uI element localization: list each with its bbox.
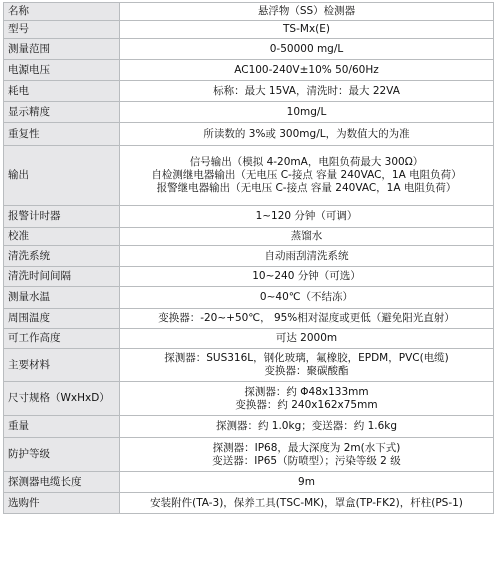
spec-value-line: 悬浮物（SS）检测器 [257, 5, 356, 17]
spec-label: 选购件 [4, 493, 120, 514]
spec-value [120, 309, 494, 329]
spec-label: 重量 [4, 416, 120, 438]
spec-row [4, 206, 494, 228]
spec-value [120, 206, 494, 228]
spec-value-line: 报警继电器输出（无电压 C-接点 容量 240VAC，1A 电阻负荷） [156, 182, 457, 194]
spec-row [4, 309, 494, 329]
spec-value-line: 标称：最大 15VA，清洗时：最大 22VA [213, 84, 400, 97]
spec-value [120, 493, 494, 514]
spec-value-line: 自动雨刮清洗系统 [264, 249, 349, 262]
spec-label: 周围温度 [4, 309, 120, 329]
spec-value [120, 3, 494, 21]
spec-row [4, 39, 494, 60]
spec-label: 测量水温 [4, 287, 120, 309]
spec-row [4, 102, 494, 123]
spec-label: 输出 [4, 146, 120, 206]
spec-label: 显示精度 [4, 102, 120, 123]
spec-value [120, 123, 494, 146]
spec-value [120, 81, 494, 102]
spec-label: 耗电 [4, 81, 120, 102]
spec-row [4, 21, 494, 39]
spec-row [4, 329, 494, 349]
spec-row [4, 416, 494, 438]
spec-row [4, 3, 494, 21]
spec-value-line: AC100-240V±10% 50/60Hz [234, 63, 379, 76]
spec-value-line: 探测器：IP68，最大深度为 2m(水下式) [212, 441, 401, 454]
spec-value-line: 变换器：-20~+50℃， 95%相对湿度或更低（避免阳光直射） [158, 312, 455, 324]
spec-value [120, 21, 494, 39]
spec-value-line: 0~40℃（不结冻） [259, 291, 354, 303]
spec-value [120, 287, 494, 309]
spec-row [4, 493, 494, 514]
spec-value [120, 416, 494, 438]
spec-value-line: 探测器：约 Φ48x133mm [244, 385, 369, 398]
spec-label: 可工作高度 [4, 329, 120, 349]
spec-value-line: 探测器：约 1.0kg；变送器：约 1.6kg [215, 420, 398, 432]
spec-value-line: 变送器：IP65（防喷型）；污染等级 2 级 [212, 454, 401, 467]
spec-row [4, 472, 494, 493]
spec-table [3, 2, 494, 514]
spec-value-line: 信号输出（模拟 4-20mA，电阻负荷最大 300Ω） [189, 156, 424, 168]
spec-value [120, 228, 494, 246]
spec-row [4, 228, 494, 246]
spec-label: 清洗时间间隔 [4, 267, 120, 287]
spec-value [120, 146, 494, 206]
spec-label: 报警计时器 [4, 206, 120, 228]
spec-label: 尺寸规格（WxHxD） [4, 382, 120, 416]
spec-value-line: 探测器：SUS316L，钢化玻璃，氟橡胶，EPDM，PVC(电缆) [164, 352, 449, 364]
spec-value-line: 9m [298, 475, 315, 488]
spec-label: 电源电压 [4, 60, 120, 81]
spec-row [4, 438, 494, 472]
spec-row [4, 287, 494, 309]
spec-value-line: 蒸馏水 [290, 230, 323, 242]
spec-value [120, 382, 494, 416]
spec-value [120, 246, 494, 267]
spec-label: 型号 [4, 21, 120, 39]
spec-value [120, 60, 494, 81]
spec-value-line: 安装附件(TA-3)，保养工具(TSC-MK)，罩盒(TP-FK2)，杆柱(PS-1) [150, 496, 463, 509]
spec-value [120, 267, 494, 287]
spec-row [4, 267, 494, 287]
spec-value-line: 变换器：约 240x162x75mm [235, 398, 378, 411]
spec-value-line: TS-Mx(E) [283, 23, 330, 35]
spec-label: 重复性 [4, 123, 120, 146]
spec-value [120, 102, 494, 123]
spec-label: 名称 [4, 3, 120, 21]
spec-row [4, 382, 494, 416]
spec-row [4, 60, 494, 81]
spec-row [4, 123, 494, 146]
spec-value-line: 所读数的 3%或 300mg/L，为数值大的为准 [203, 127, 410, 140]
spec-value-line: 自检测继电器输出（无电压 C-接点 容量 240VAC，1A 电阻负荷） [151, 169, 462, 181]
spec-value-line: 变换器：聚碳酸酯 [264, 365, 349, 377]
spec-value-line: 10~240 分钟（可选） [252, 270, 361, 282]
spec-table-body [4, 3, 494, 514]
spec-label: 主要材料 [4, 349, 120, 382]
spec-row [4, 146, 494, 206]
spec-row [4, 81, 494, 102]
spec-value-line: 可达 2000m [275, 332, 338, 344]
spec-value-line: 10mg/L [286, 105, 327, 118]
spec-value [120, 39, 494, 60]
spec-value-line: 0-50000 mg/L [269, 42, 344, 55]
spec-label: 探测器电缆长度 [4, 472, 120, 493]
spec-label: 清洗系统 [4, 246, 120, 267]
spec-value [120, 472, 494, 493]
spec-value [120, 329, 494, 349]
spec-row [4, 246, 494, 267]
spec-value-line: 1~120 分钟（可调） [255, 210, 358, 222]
spec-label: 校准 [4, 228, 120, 246]
spec-row [4, 349, 494, 382]
spec-value [120, 349, 494, 382]
spec-value [120, 438, 494, 472]
spec-label: 测量范围 [4, 39, 120, 60]
spec-label: 防护等级 [4, 438, 120, 472]
